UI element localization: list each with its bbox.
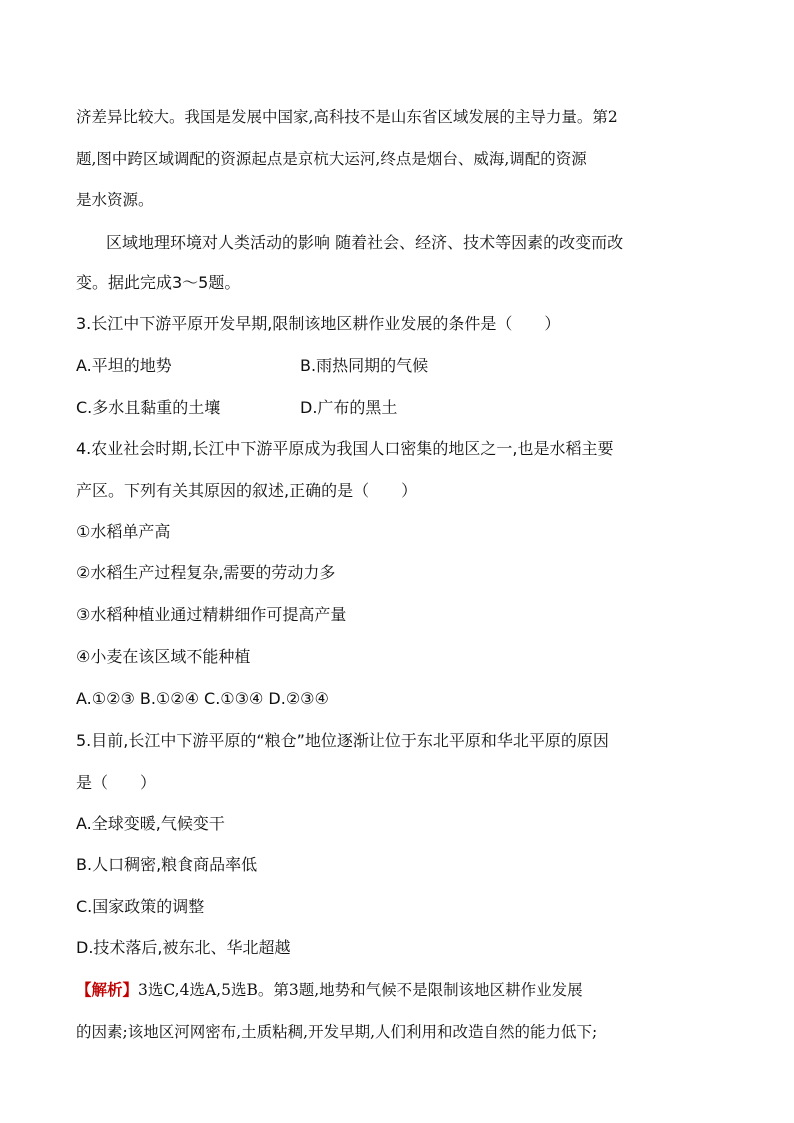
analysis-line-1-text: 3选C,4选A,5选B。第3题,地势和气候不是限制该地区耕作业发展: [138, 981, 583, 999]
analysis-line-1: [76, 979, 583, 1001]
question-3-stem: 3.长江中下游平原开发早期,限制该地区耕作业发展的条件是（ ）: [76, 314, 561, 333]
intro-line-1: 区域地理环境对人类活动的影响 随着社会、经济、技术等因素的改变而改: [106, 233, 624, 252]
question-5-stem-line-1: 5.目前,长江中下游平原的“粮仓”地位逐渐让位于东北平原和华北平原的原因: [76, 731, 609, 750]
question-4-stem-line-2: 产区。下列有关其原因的叙述,正确的是（ ）: [76, 481, 418, 500]
question-5-option-a: A.全球变暖,气候变干: [76, 814, 225, 833]
intro-line-2: 变。据此完成3～5题。: [76, 273, 241, 292]
question-5-stem-line-2: 是（ ）: [76, 773, 157, 792]
question-5-option-b: B.人口稠密,粮食商品率低: [76, 855, 258, 874]
question-3-option-b: B.雨热同期的气候: [300, 356, 429, 375]
question-3-option-d: D.广布的黑土: [300, 398, 398, 417]
question-4-item-3: ③水稻种植业通过精耕细作可提高产量: [76, 605, 347, 624]
question-4-item-4: ④小麦在该区域不能种植: [76, 647, 251, 666]
question-5-option-d: D.技术落后,被东北、华北超越: [76, 938, 291, 957]
question-3-option-a: A.平坦的地势: [76, 356, 172, 375]
analysis-continued-line-3: 是水资源。: [76, 191, 154, 209]
analysis-continued-line-2: 题,图中跨区域调配的资源起点是京杭大运河,终点是烟台、威海,调配的资源: [76, 150, 587, 168]
question-4-item-1: ①水稻单产高: [76, 522, 171, 541]
question-4-item-2: ②水稻生产过程复杂,需要的劳动力多: [76, 563, 336, 582]
analysis-tag: 【解析】: [76, 981, 139, 999]
question-4-options: A.①②③ B.①②④ C.①③④ D.②③④: [76, 689, 329, 708]
analysis-line-2: 的因素;该地区河网密布,土质粘稠,开发早期,人们利用和改造自然的能力低下;: [76, 1023, 598, 1041]
question-4-stem-line-1: 4.农业社会时期,长江中下游平原成为我国人口密集的地区之一,也是水稻主要: [76, 439, 614, 458]
question-3-option-c: C.多水且黏重的土壤: [76, 398, 221, 417]
analysis-continued-line-1: 济差异比较大。我国是发展中国家,高科技不是山东省区域发展的主导力量。第2: [76, 108, 618, 126]
question-5-option-c: C.国家政策的调整: [76, 897, 205, 916]
